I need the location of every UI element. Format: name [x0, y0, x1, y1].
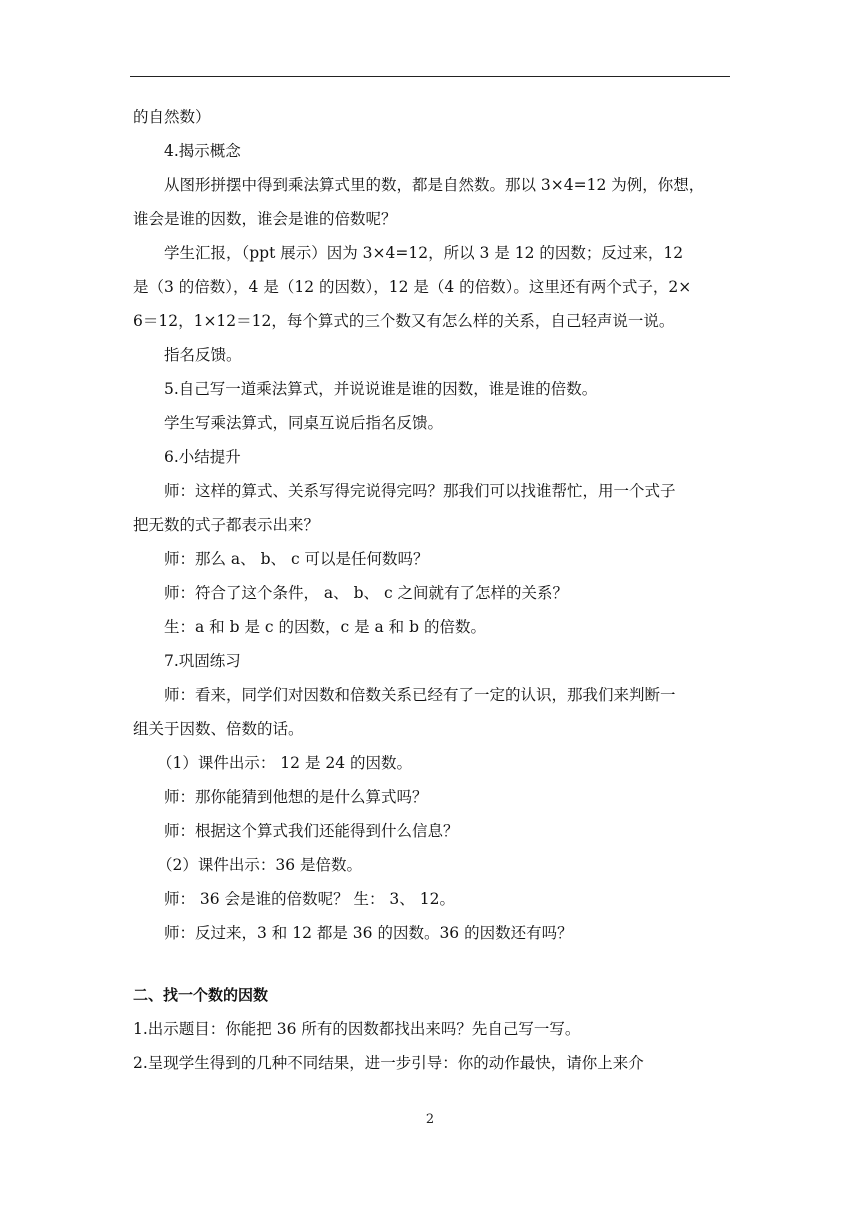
text-line: 4.揭示概念 [164, 142, 241, 160]
text-line: 7.巩固练习 [164, 652, 241, 670]
text-line: 师：符合了这个条件， a、 b、 c 之间就有了怎样的关系？ [164, 584, 569, 602]
text-line: 的自然数） [133, 108, 211, 126]
section-heading: 二、找一个数的因数 [133, 986, 269, 1004]
text-line: 师：这样的算式、关系写得完说得完吗？那我们可以找谁帮忙，用一个式子 [164, 482, 676, 500]
text-line: 师：根据这个算式我们还能得到什么信息？ [164, 822, 459, 840]
text-line: 师：那你能猜到他想的是什么算式吗？ [164, 788, 428, 806]
text-line: 学生写乘法算式，同桌互说后指名反馈。 [164, 414, 444, 432]
text-line: 组关于因数、倍数的话。 [133, 720, 304, 738]
text-line: 指名反馈。 [164, 346, 242, 364]
text-line: 6.小结提升 [164, 448, 241, 466]
document-body [133, 100, 729, 1080]
text-line: 师： 36 会是谁的倍数呢？ 生： 3、 12。 [164, 890, 455, 908]
text-line: 谁会是谁的因数，谁会是谁的倍数呢？ [133, 210, 397, 228]
text-line: 把无数的式子都表示出来？ [133, 516, 320, 534]
text-line: 5.自己写一道乘法算式，并说说谁是谁的因数，谁是谁的倍数。 [164, 380, 598, 398]
paragraph-gap [133, 950, 729, 978]
text-line: （2）课件出示：36 是倍数。 [157, 856, 363, 874]
text-line: 师：那么 a、 b、 c 可以是任何数吗？ [164, 550, 429, 568]
text-line: 学生汇报，（ppt 展示）因为 3×4=12，所以 3 是 12 的因数；反过来，12 [164, 244, 684, 262]
text-line: 2.呈现学生得到的几种不同结果，进一步引导：你的动作最快，请你上来介 [133, 1054, 644, 1072]
text-line: 师：看来，同学们对因数和倍数关系已经有了一定的认识，那我们来判断一 [164, 686, 676, 704]
text-line: 1.出示题目：你能把 36 所有的因数都找出来吗？先自己写一写。 [133, 1020, 581, 1038]
header-rule [130, 76, 730, 77]
text-line: 师：反过来，3 和 12 都是 36 的因数。36 的因数还有吗？ [164, 924, 573, 942]
text-line: 从图形拼摆中得到乘法算式里的数，都是自然数。那以 3×4=12 为例，你想， [164, 176, 705, 194]
text-line: （1）课件出示： 12 是 24 的因数。 [157, 754, 413, 772]
text-line: 生：a 和 b 是 c 的因数，c 是 a 和 b 的倍数。 [164, 618, 486, 636]
text-line: 是（3 的倍数），4 是（12 的因数），12 是（4 的倍数）。这里还有两个式子，2× [133, 278, 692, 296]
text-line: 6＝12，1×12＝12，每个算式的三个数又有怎么样的关系，自己轻声说一说。 [133, 312, 675, 330]
page-number: 2 [425, 1112, 435, 1127]
